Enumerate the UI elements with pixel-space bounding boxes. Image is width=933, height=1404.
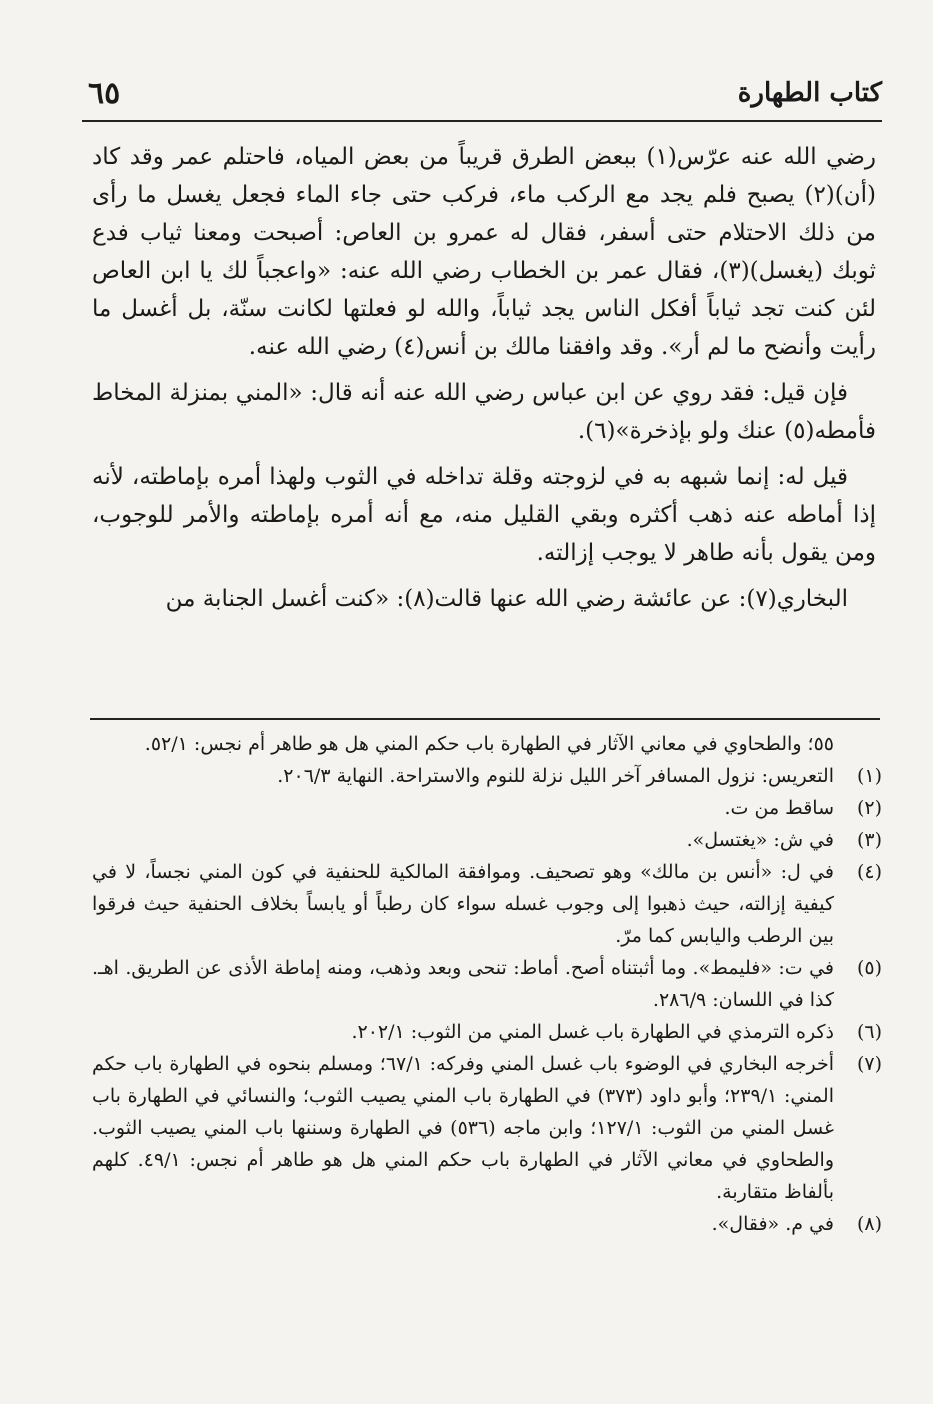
footnote xyxy=(92,1208,882,1240)
footnote-number: (٥) xyxy=(856,957,882,979)
footnote-number: (٣) xyxy=(856,829,882,851)
paragraph: رضي الله عنه عرّس(١) ببعض الطرق قريباً من بعض المياه، فاحتلم عمر وقد كاد (أن)(٢) يصبح فلم يجد مع الركب ماء، فركب حتى جاء الماء فجعل يغسل ما رأى من ذلك الاحتلام حتى أسفر، فقال له عمرو بن العاص: أصبحت ومعنا ثياب فدع ثوبك (يغسل)(٣)، فقال عمر بن الخطاب رضي الله عنه: «واعجباً لك يا ابن العاص لئن كنت تجد ثياباً أفكل الناس يجد ثياباً، والله لو فعلتها لكانت سنّة، بل أغسل ما رأيت وأنضح ما لم أر». وقد وافقنا مالك بن أنس(٤) رضي الله عنه. xyxy=(92,144,877,360)
footnote-text: أخرجه البخاري في الوضوء باب غسل المني وفركه: ٦٧/١؛ ومسلم بنحوه في الطهارة باب حكم المني: ٢٣٩/١؛ وأبو داود (٣٧٣) في الطهارة باب المني يصيب الثوب؛ والنسائي في الطهارة باب غسل المني من الثوب: ١٢٧/١؛ وابن ماجه (٥٣٦) في الطهارة وسننها باب المني يصيب الثوب. والطحاوي في معاني الآثار في الطهارة باب حكم المني هل هو طاهر أم نجس: ٤٩/١. كلهم بألفاظ متقاربة. xyxy=(92,1053,835,1203)
footnote xyxy=(92,952,882,1016)
footnote-continuation: ٥٥؛ والطحاوي في معاني الآثار في الطهارة باب حكم المني هل هو طاهر أم نجس: ٥٢/١. xyxy=(144,733,834,755)
page-header xyxy=(82,70,882,122)
footnote-text: في ش: «يغتسل». xyxy=(686,829,834,851)
main-text xyxy=(92,138,876,626)
footnote-number: (٢) xyxy=(856,797,882,819)
footnote-text: ساقط من ت. xyxy=(724,797,834,819)
paragraph: فإن قيل: فقد روي عن ابن عباس رضي الله عنه أنه قال: «المني بمنزلة المخاط فأمطه(٥) عنك ولو بإذخرة»(٦). xyxy=(92,380,876,444)
footnote xyxy=(92,856,882,952)
running-title: كتاب الطهارة xyxy=(737,78,882,108)
footnote-number: (٧) xyxy=(856,1053,882,1075)
paragraph: البخاري(٧): عن عائشة رضي الله عنها قالت(٨): «كنت أغسل الجنابة من xyxy=(165,586,848,612)
footnote-text: في ل: «أنس بن مالك» وهو تصحيف. وموافقة المالكية للحنفية في كون المني نجساً، لا في كيفية إزالته، حيث ذهبوا إلى وجوب غسله سواء كان رطباً أو يابساً بخلاف الحنفية حيث فرقوا بين الرطب واليابس كما مرّ. xyxy=(92,861,834,947)
footnote xyxy=(92,824,882,856)
footnote-number: (٦) xyxy=(856,1021,882,1043)
footnote xyxy=(92,760,882,792)
footnote-number: (٨) xyxy=(856,1213,882,1235)
footnote xyxy=(92,1016,882,1048)
footnote xyxy=(92,792,882,824)
footnote-number: (١) xyxy=(856,765,882,787)
paragraph: قيل له: إنما شبهه به في لزوجته وقلة تداخله في الثوب ولهذا أمره بإماطته، لأنه إذا أماطه عنه ذهب أكثره وبقي القليل منه، مع أنه أمره بإماطته والأمر للوجوب، ومن يقول بأنه طاهر لا يوجب إزالته. xyxy=(92,464,876,566)
footnote-text: في م. «فقال». xyxy=(711,1213,834,1235)
footnote-text: ذكره الترمذي في الطهارة باب غسل المني من الثوب: ٢٠٢/١. xyxy=(351,1021,834,1043)
footnotes xyxy=(92,728,882,1240)
footnote-text: في ت: «فليمط». وما أثبتناه أصح. أماط: تنحى وبعد وذهب، ومنه إماطة الأذى عن الطريق. اهـ. كذا في اللسان: ٢٨٦/٩. xyxy=(92,957,834,1011)
footnote-separator xyxy=(90,718,880,720)
footnote xyxy=(92,1048,882,1208)
footnote-text: التعريس: نزول المسافر آخر الليل نزلة للنوم والاستراحة. النهاية ٢٠٦/٣. xyxy=(277,765,834,787)
footnote-number: (٤) xyxy=(856,861,882,883)
page-number: ٦٥ xyxy=(88,76,121,111)
